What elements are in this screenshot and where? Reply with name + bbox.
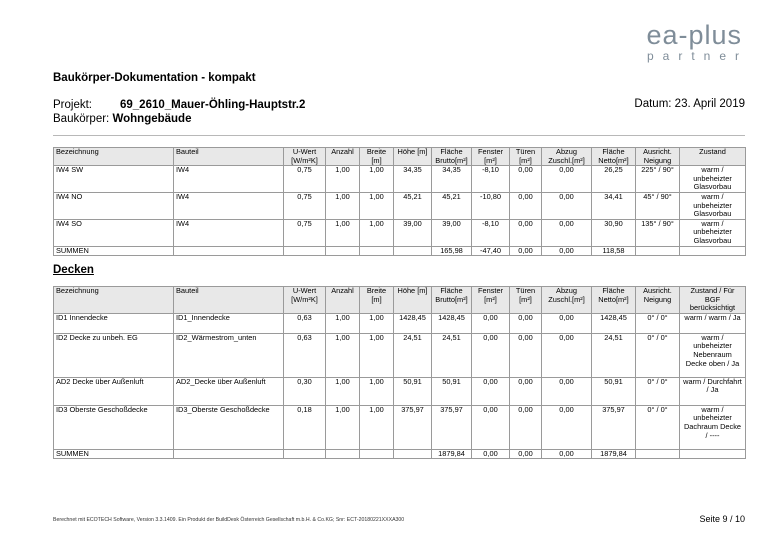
table-cell: ID3_Oberste Geschoßdecke [174, 405, 284, 449]
summen-cell: SUMMEN [54, 246, 174, 256]
column-header: Zustand / Für BGF berücksichtigt [680, 287, 746, 314]
table-cell: -8,10 [472, 166, 510, 193]
column-header: Türen [m²] [510, 287, 542, 314]
table-cell: 0,00 [542, 313, 592, 333]
table-cell: ID1 Innendecke [54, 313, 174, 333]
table-cell: -8,10 [472, 219, 510, 246]
summen-cell: 165,98 [432, 246, 472, 256]
summen-cell [174, 449, 284, 459]
column-header: Bauteil [174, 287, 284, 314]
table-cell: 0,00 [542, 377, 592, 405]
column-header: Fenster [m²] [472, 287, 510, 314]
date-label: Datum: 23. April 2019 [634, 98, 745, 110]
column-header: Zustand [680, 148, 746, 166]
table-cell: 1,00 [326, 405, 360, 449]
summen-cell [174, 246, 284, 256]
logo-line1: ea-plus [646, 20, 742, 50]
table-cell: ID2 Decke zu unbeh. EG [54, 333, 174, 377]
table-cell: 0,75 [284, 219, 326, 246]
table-cell: 0,75 [284, 166, 326, 193]
table-cell: 1,00 [326, 219, 360, 246]
column-header: Bezeichnung [54, 148, 174, 166]
table-cell: warm / Durchfahrt / Ja [680, 377, 746, 405]
table-cell: 34,41 [592, 192, 636, 219]
column-header: Anzahl [326, 287, 360, 314]
table-cell: 50,91 [432, 377, 472, 405]
summen-cell: 118,58 [592, 246, 636, 256]
column-header: Ausricht. Neigung [636, 287, 680, 314]
summen-cell: 0,00 [510, 246, 542, 256]
table-cell: IW4 [174, 192, 284, 219]
table-cell: 34,35 [394, 166, 432, 193]
table-cell: 0,75 [284, 192, 326, 219]
table-header-row [54, 287, 746, 314]
table-cell: 1,00 [326, 377, 360, 405]
logo-line2: partner [646, 49, 748, 63]
table-cell: -10,80 [472, 192, 510, 219]
column-header: Fläche Brutto[m²] [432, 148, 472, 166]
summen-cell: 1879,84 [592, 449, 636, 459]
summen-cell [360, 449, 394, 459]
column-header: Breite [m] [360, 148, 394, 166]
table-cell: warm / unbeheizter Glasvorbau [680, 166, 746, 193]
company-logo [646, 20, 748, 63]
column-header: Fläche Brutto[m²] [432, 287, 472, 314]
table-cell: 0,00 [472, 333, 510, 377]
table-cell: 0,18 [284, 405, 326, 449]
table-header-row [54, 148, 746, 166]
column-header: Fläche Netto[m²] [592, 287, 636, 314]
table-cell: ID3 Oberste Geschoßdecke [54, 405, 174, 449]
baukoerper-value: Wohngebäude [112, 113, 192, 125]
summen-cell: 0,00 [542, 246, 592, 256]
summen-cell [680, 449, 746, 459]
table-cell: 1,00 [360, 313, 394, 333]
table-cell: 45,21 [432, 192, 472, 219]
table-cell: AD2 Decke über Außenluft [54, 377, 174, 405]
table-cell: 24,51 [592, 333, 636, 377]
table-cell: 26,25 [592, 166, 636, 193]
table-cell: IW4 SW [54, 166, 174, 193]
table-cell: 0,00 [510, 377, 542, 405]
table-cell: warm / unbeheizter Glasvorbau [680, 219, 746, 246]
table-cell: 1,00 [326, 166, 360, 193]
table-cell: 39,00 [394, 219, 432, 246]
column-header: Fläche Netto[m²] [592, 148, 636, 166]
table-cell: 375,97 [432, 405, 472, 449]
table-row [54, 377, 746, 405]
summen-cell [284, 246, 326, 256]
page-number: Seite 9 / 10 [699, 514, 745, 524]
table-cell: 1,00 [360, 377, 394, 405]
projekt-label: Projekt: [53, 99, 92, 111]
summen-cell [636, 246, 680, 256]
table-cell: 1,00 [326, 192, 360, 219]
summen-cell [394, 449, 432, 459]
table-cell: warm / unbeheizter Glasvorbau [680, 192, 746, 219]
table-cell: ID1_Innendecke [174, 313, 284, 333]
section-decken: Decken [53, 264, 94, 276]
project-info [53, 98, 305, 126]
table-cell: 0,00 [542, 405, 592, 449]
table-cell: 1,00 [326, 313, 360, 333]
table-cell: 45,21 [394, 192, 432, 219]
table-cell: 225° / 90° [636, 166, 680, 193]
table-cell: 0° / 0° [636, 377, 680, 405]
table-cell: 1,00 [360, 219, 394, 246]
table-cell: ID2_Wärmestrom_unten [174, 333, 284, 377]
column-header: Abzug Zuschl.[m²] [542, 148, 592, 166]
table-cell: 0,63 [284, 313, 326, 333]
summen-cell: 0,00 [542, 449, 592, 459]
table-cell: 1,00 [360, 166, 394, 193]
projekt-value: 69_2610_Mauer-Öhling-Hauptstr.2 [120, 99, 306, 111]
table-row [54, 405, 746, 449]
table-cell: 1428,45 [432, 313, 472, 333]
table-cell: 1,00 [326, 333, 360, 377]
summen-cell [326, 449, 360, 459]
column-header: Ausricht. Neigung [636, 148, 680, 166]
table-cell: warm / warm / Ja [680, 313, 746, 333]
table-cell: 0,00 [472, 313, 510, 333]
footer-note: Berechnet mit ECOTECH Software, Version 3.3.1409. Ein Produkt der BuildDesk Österreich Gesellschaft m.b.H. & Co.KG; Snr: ECT-20180221XXXA300 [53, 517, 405, 523]
table-cell: 1,00 [360, 333, 394, 377]
table-cell: warm / unbeheizter Dachraum Decke / ---- [680, 405, 746, 449]
summen-cell [360, 246, 394, 256]
table-cell: AD2_Decke über Außenluft [174, 377, 284, 405]
table-cell: 0° / 0° [636, 405, 680, 449]
table-row [54, 313, 746, 333]
document-title: Baukörper-Dokumentation - kompakt [53, 72, 256, 84]
table-cell: 135° / 90° [636, 219, 680, 246]
column-header: Breite [m] [360, 287, 394, 314]
table-cell: 0,00 [510, 313, 542, 333]
column-header: Bauteil [174, 148, 284, 166]
summen-cell: SUMMEN [54, 449, 174, 459]
summen-cell [680, 246, 746, 256]
column-header: U-Wert [W/m²K] [284, 148, 326, 166]
table-cell: 1,00 [360, 405, 394, 449]
table-cell: 39,00 [432, 219, 472, 246]
table-cell: 0,00 [510, 192, 542, 219]
table-cell: warm / unbeheizter Nebenraum Decke oben / Ja [680, 333, 746, 377]
table-cell: 50,91 [394, 377, 432, 405]
summen-cell [326, 246, 360, 256]
table-cell: 0,00 [510, 405, 542, 449]
table-row [54, 219, 746, 246]
table-cell: 0,00 [542, 219, 592, 246]
table-cell: 1428,45 [394, 313, 432, 333]
table-cell: 0,63 [284, 333, 326, 377]
summen-cell: 0,00 [472, 449, 510, 459]
table-cell: 1,00 [360, 192, 394, 219]
table-cell: 0° / 0° [636, 313, 680, 333]
table-cell: 0,00 [510, 166, 542, 193]
summen-cell: 0,00 [510, 449, 542, 459]
table-cell: 0,30 [284, 377, 326, 405]
table-cell: 45° / 90° [636, 192, 680, 219]
table-cell: 0,00 [472, 377, 510, 405]
table-cell: IW4 [174, 219, 284, 246]
column-header: U-Wert [W/m²K] [284, 287, 326, 314]
summen-cell: -47,40 [472, 246, 510, 256]
table-cell: IW4 SO [54, 219, 174, 246]
baukoerper-label: Baukörper: [53, 113, 110, 125]
table-cell: IW4 NO [54, 192, 174, 219]
column-header: Höhe [m] [394, 287, 432, 314]
walls-table [53, 147, 746, 256]
column-header: Anzahl [326, 148, 360, 166]
table-row [54, 192, 746, 219]
table-cell: 0,00 [510, 219, 542, 246]
summen-cell: 1879,84 [432, 449, 472, 459]
divider [53, 135, 745, 136]
table-cell: 0,00 [472, 405, 510, 449]
table-cell: 375,97 [592, 405, 636, 449]
table-cell: 50,91 [592, 377, 636, 405]
table-cell: 0,00 [542, 333, 592, 377]
table-row [54, 166, 746, 193]
table-cell: 1428,45 [592, 313, 636, 333]
decken-table [53, 286, 746, 459]
summen-row [54, 449, 746, 459]
table-cell: 24,51 [432, 333, 472, 377]
summen-row [54, 246, 746, 256]
column-header: Türen [m²] [510, 148, 542, 166]
table-cell: 0,00 [542, 192, 592, 219]
column-header: Höhe [m] [394, 148, 432, 166]
table-cell: 24,51 [394, 333, 432, 377]
column-header: Abzug Zuschl.[m²] [542, 287, 592, 314]
column-header: Fenster [m²] [472, 148, 510, 166]
table-cell: 0,00 [510, 333, 542, 377]
table-cell: 0,00 [542, 166, 592, 193]
table-cell: 0° / 0° [636, 333, 680, 377]
table-cell: 34,35 [432, 166, 472, 193]
summen-cell [636, 449, 680, 459]
summen-cell [284, 449, 326, 459]
table-cell: 375,97 [394, 405, 432, 449]
summen-cell [394, 246, 432, 256]
table-cell: 30,90 [592, 219, 636, 246]
column-header: Bezeichnung [54, 287, 174, 314]
table-cell: IW4 [174, 166, 284, 193]
table-row [54, 333, 746, 377]
